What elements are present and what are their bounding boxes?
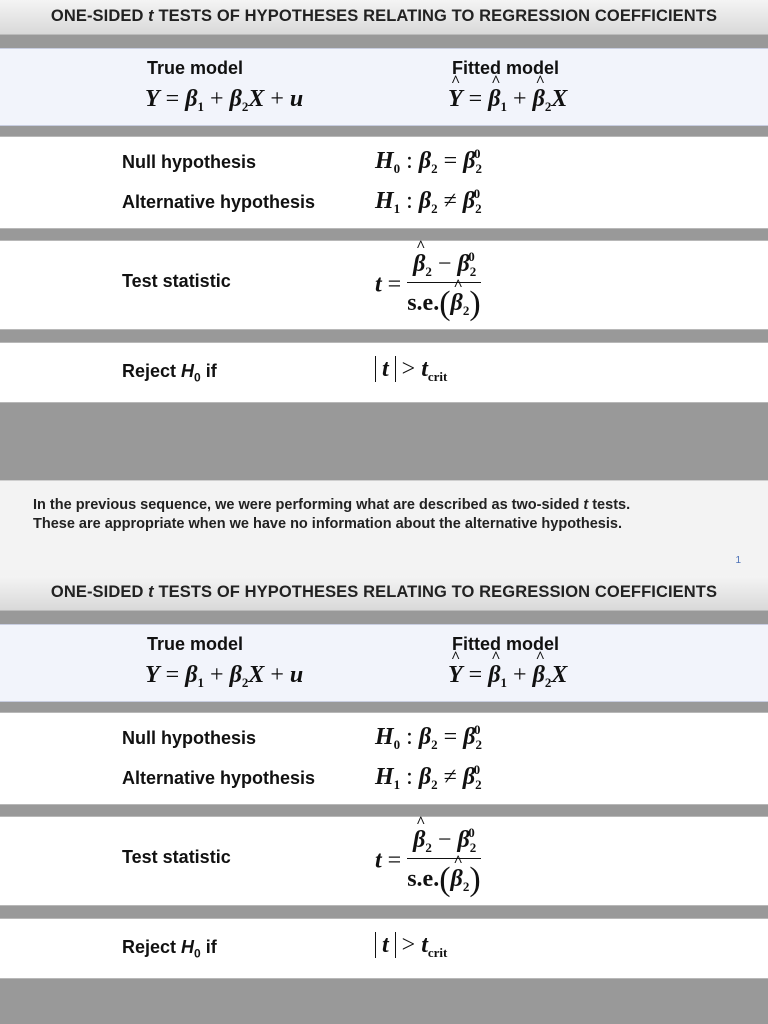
alternative-hypothesis-label: Alternative hypothesis bbox=[122, 192, 316, 212]
slide-title: ONE-SIDED t TESTS OF HYPOTHESES RELATING TO REGRESSION COEFFICIENTS bbox=[50, 583, 718, 601]
fitted-model-equation: ^ Y = ^ $\beta_1$ + ^ $\beta_2X$ bbox=[448, 86, 567, 115]
alternative-hypothesis-label: Alternative hypothesis bbox=[122, 768, 316, 788]
alternative-hypothesis-equation: $H_1$ : $\beta_2 \ne \beta_2^0$ bbox=[375, 186, 482, 216]
test-statistic-box bbox=[0, 240, 768, 330]
fitted-model-label: Fitted model bbox=[452, 58, 559, 78]
test-statistic-label: Test statistic bbox=[122, 271, 231, 291]
null-hypothesis-equation: $H_0$ : $\beta_2 = \beta_2^0$ bbox=[375, 722, 482, 752]
reject-label: Reject $H_0$ if bbox=[122, 361, 217, 385]
slide-title: ONE-SIDED t TESTS OF HYPOTHESES RELATING TO REGRESSION COEFFICIENTS bbox=[50, 7, 718, 25]
reject-label: Reject $H_0$ if bbox=[122, 937, 217, 961]
speaker-notes bbox=[0, 480, 768, 577]
fitted-model-equation: ^ Y = ^ $\beta_1$ + ^ $\beta_2X$ bbox=[448, 662, 567, 691]
reject-condition: $t > t_{crit}$ bbox=[375, 932, 447, 961]
true-model-label: True model bbox=[147, 58, 244, 78]
title-bar bbox=[0, 0, 768, 35]
model-box bbox=[0, 48, 768, 126]
true-model-equation: $Y = \beta_1 + \beta_2X + u$ bbox=[145, 86, 304, 114]
test-statistic-label: Test statistic bbox=[122, 847, 231, 867]
hypotheses-box bbox=[0, 136, 768, 229]
title-bar bbox=[0, 576, 768, 611]
page-number: 1 bbox=[735, 555, 741, 566]
test-statistic-formula: t = ^ $\frac{\beta_2 - \beta_2^0}{s.e.(\^{} \beta_2)}$ bbox=[375, 249, 481, 323]
test-statistic-box bbox=[0, 816, 768, 906]
notes-line-1: In the previous sequence, we were performing what are described as two-sided t tests. bbox=[33, 497, 631, 513]
reject-box bbox=[0, 918, 768, 979]
notes-line-2: These are appropriate when we have no information about the alternative hypothesis. bbox=[33, 516, 622, 532]
null-hypothesis-equation: $H_0$ : $\beta_2 = \beta_2^0$ bbox=[375, 146, 482, 176]
model-box bbox=[0, 624, 768, 702]
true-model-equation: $Y = \beta_1 + \beta_2X + u$ bbox=[145, 662, 304, 690]
test-statistic-formula: t = ^ $\frac{\beta_2 - \beta_2^0}{s.e.(\^{} \beta_2)}$ bbox=[375, 825, 481, 899]
true-model-label: True model bbox=[147, 634, 244, 654]
null-hypothesis-label: Null hypothesis bbox=[122, 728, 257, 748]
reject-condition: $t > t_{crit}$ bbox=[375, 356, 447, 385]
null-hypothesis-label: Null hypothesis bbox=[122, 152, 257, 172]
alternative-hypothesis-equation: $H_1$ : $\beta_2 \ne \beta_2^0$ bbox=[375, 762, 482, 792]
reject-box bbox=[0, 342, 768, 403]
fitted-model-label: Fitted model bbox=[452, 634, 559, 654]
hypotheses-box bbox=[0, 712, 768, 805]
